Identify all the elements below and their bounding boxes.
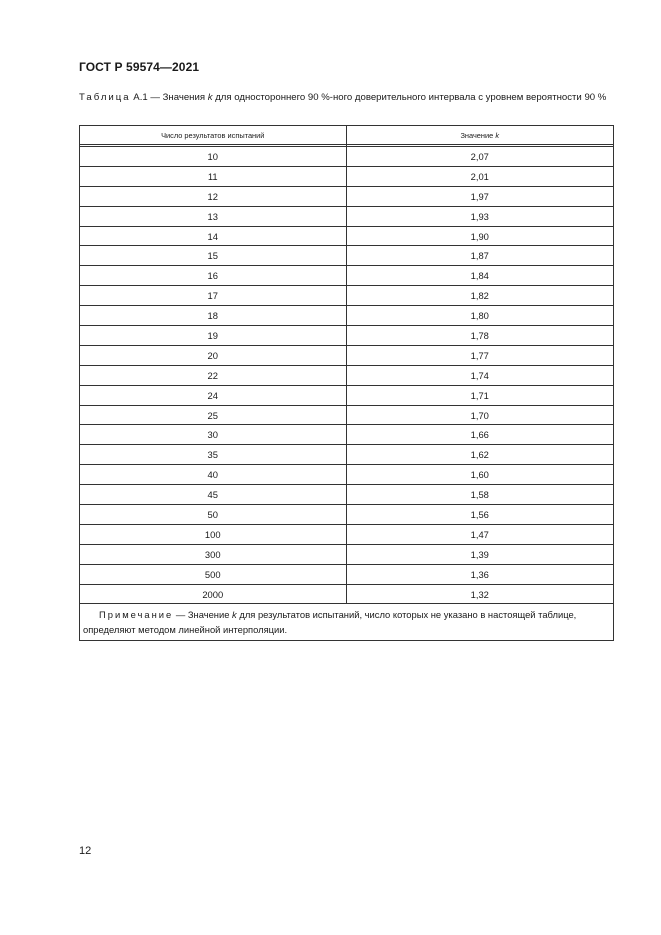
table-row xyxy=(80,385,614,405)
column-header-k-value xyxy=(346,126,614,145)
table-row xyxy=(80,405,614,425)
cell-k-value: 1,74 xyxy=(346,365,614,385)
column-header-k-symbol: k xyxy=(495,130,500,140)
cell-k-value: 1,90 xyxy=(346,226,614,246)
page-number: 12 xyxy=(79,845,92,857)
k-values-table xyxy=(79,125,614,641)
cell-trial-count: 24 xyxy=(80,385,347,405)
table-row xyxy=(80,286,614,306)
cell-k-value: 1,93 xyxy=(346,206,614,226)
cell-k-value: 1,58 xyxy=(346,485,614,505)
cell-trial-count: 18 xyxy=(80,306,347,326)
note-label: Примечание xyxy=(99,609,174,621)
cell-trial-count: 40 xyxy=(80,465,347,485)
cell-k-value: 1,82 xyxy=(346,286,614,306)
table-row xyxy=(80,166,614,186)
caption-label: Таблица xyxy=(79,92,131,103)
cell-trial-count: 25 xyxy=(80,405,347,425)
cell-trial-count: 50 xyxy=(80,505,347,525)
cell-k-value: 1,78 xyxy=(346,326,614,346)
table-caption xyxy=(79,90,615,106)
note-text-before-k: — Значение xyxy=(173,609,230,621)
table-row xyxy=(80,505,614,525)
cell-k-value: 1,47 xyxy=(346,524,614,544)
caption-k-symbol: k xyxy=(207,92,213,103)
caption-number: А.1 xyxy=(133,92,148,103)
cell-trial-count: 11 xyxy=(80,166,347,186)
table-row xyxy=(80,524,614,544)
table-row xyxy=(80,206,614,226)
cell-trial-count: 12 xyxy=(80,186,347,206)
cell-k-value: 2,01 xyxy=(346,166,614,186)
table-row xyxy=(80,465,614,485)
table-header-row xyxy=(80,126,614,145)
cell-k-value: 1,71 xyxy=(346,385,614,405)
cell-k-value: 2,07 xyxy=(346,147,614,167)
cell-trial-count: 30 xyxy=(80,425,347,445)
table-note-row xyxy=(80,604,614,641)
cell-trial-count: 14 xyxy=(80,226,347,246)
table-row xyxy=(80,147,614,167)
cell-trial-count: 10 xyxy=(80,147,347,167)
cell-k-value: 1,66 xyxy=(346,425,614,445)
note-k-symbol: k xyxy=(232,609,237,621)
table-row xyxy=(80,584,614,604)
cell-trial-count: 100 xyxy=(80,524,347,544)
cell-trial-count: 2000 xyxy=(80,584,347,604)
table-row xyxy=(80,326,614,346)
cell-trial-count: 22 xyxy=(80,365,347,385)
cell-trial-count: 15 xyxy=(80,246,347,266)
table-row xyxy=(80,564,614,584)
note-text-after-k: для результатов испытаний, число которых не указано в настоящей таблице, определяют методом линейной интерполяции. xyxy=(83,609,577,636)
table-row xyxy=(80,345,614,365)
column-header-k-prefix: Значение xyxy=(460,130,494,140)
table-row xyxy=(80,445,614,465)
cell-k-value: 1,56 xyxy=(346,505,614,525)
table-row xyxy=(80,306,614,326)
cell-k-value: 1,39 xyxy=(346,544,614,564)
cell-k-value: 1,70 xyxy=(346,405,614,425)
table-note xyxy=(80,604,614,641)
caption-text-after-k: для одностороннего 90 %-ного доверительного интервала с уровнем вероятности 90 % xyxy=(215,92,607,103)
cell-k-value: 1,87 xyxy=(346,246,614,266)
table-row xyxy=(80,365,614,385)
cell-trial-count: 300 xyxy=(80,544,347,564)
cell-trial-count: 17 xyxy=(80,286,347,306)
cell-trial-count: 20 xyxy=(80,345,347,365)
cell-trial-count: 19 xyxy=(80,326,347,346)
cell-trial-count: 500 xyxy=(80,564,347,584)
table-row xyxy=(80,226,614,246)
cell-k-value: 1,62 xyxy=(346,445,614,465)
cell-k-value: 1,77 xyxy=(346,345,614,365)
caption-text-before-k: — Значения xyxy=(150,92,206,103)
table-row xyxy=(80,485,614,505)
cell-trial-count: 13 xyxy=(80,206,347,226)
cell-trial-count: 16 xyxy=(80,266,347,286)
cell-k-value: 1,84 xyxy=(346,266,614,286)
cell-trial-count: 35 xyxy=(80,445,347,465)
cell-k-value: 1,60 xyxy=(346,465,614,485)
table-row xyxy=(80,425,614,445)
cell-k-value: 1,32 xyxy=(346,584,614,604)
column-header-trial-count: Число результатов испытаний xyxy=(80,126,347,145)
cell-trial-count: 45 xyxy=(80,485,347,505)
table-row xyxy=(80,246,614,266)
table-row xyxy=(80,266,614,286)
table-row xyxy=(80,544,614,564)
cell-k-value: 1,36 xyxy=(346,564,614,584)
cell-k-value: 1,80 xyxy=(346,306,614,326)
cell-k-value: 1,97 xyxy=(346,186,614,206)
table-row xyxy=(80,186,614,206)
document-header: ГОСТ Р 59574—2021 xyxy=(79,60,200,74)
